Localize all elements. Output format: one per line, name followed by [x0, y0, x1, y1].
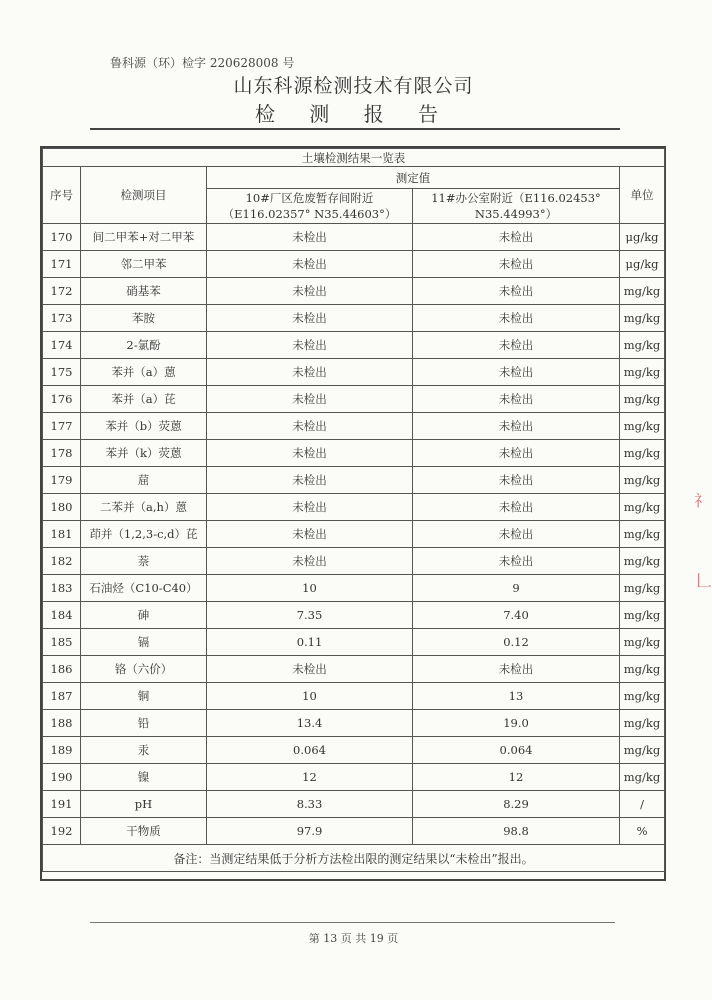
row-value-site-1: 未检出	[207, 521, 413, 548]
row-number: 189	[43, 737, 81, 764]
row-value-site-2: 98.8	[413, 818, 620, 845]
row-item: 铬（六价）	[81, 656, 207, 683]
row-number: 186	[43, 656, 81, 683]
row-unit: μg/kg	[620, 251, 665, 278]
table-row	[43, 467, 665, 494]
table-row	[43, 521, 665, 548]
seal-edge-mark-top: 礻	[694, 491, 711, 510]
row-number: 174	[43, 332, 81, 359]
row-item: 砷	[81, 602, 207, 629]
row-value-site-1: 13.4	[207, 710, 413, 737]
row-item: 二苯并（a,h）蒽	[81, 494, 207, 521]
row-item: 茚并（1,2,3-c,d）芘	[81, 521, 207, 548]
results-table	[42, 148, 665, 872]
table-row	[43, 602, 665, 629]
row-value-site-1: 未检出	[207, 305, 413, 332]
row-value-site-1: 未检出	[207, 467, 413, 494]
row-number: 180	[43, 494, 81, 521]
table-row	[43, 440, 665, 467]
row-item: 邻二甲苯	[81, 251, 207, 278]
row-unit: mg/kg	[620, 602, 665, 629]
row-value-site-2: 12	[413, 764, 620, 791]
row-item: 2-氯酚	[81, 332, 207, 359]
row-number: 175	[43, 359, 81, 386]
table-note: 备注：当测定结果低于分析方法检出限的测定结果以“未检出”报出。	[43, 845, 665, 872]
header-seq: 序号	[43, 167, 81, 224]
row-unit: mg/kg	[620, 467, 665, 494]
table-row	[43, 494, 665, 521]
row-value-site-2: 7.40	[413, 602, 620, 629]
row-value-site-1: 未检出	[207, 386, 413, 413]
row-number: 183	[43, 575, 81, 602]
row-number: 184	[43, 602, 81, 629]
row-item: 䓛	[81, 467, 207, 494]
row-unit: mg/kg	[620, 332, 665, 359]
row-unit: mg/kg	[620, 629, 665, 656]
table-row	[43, 818, 665, 845]
row-item: 铅	[81, 710, 207, 737]
table-row	[43, 629, 665, 656]
table-row	[43, 710, 665, 737]
row-unit: mg/kg	[620, 494, 665, 521]
table-row	[43, 764, 665, 791]
row-number: 179	[43, 467, 81, 494]
row-value-site-2: 0.064	[413, 737, 620, 764]
row-value-site-2: 未检出	[413, 305, 620, 332]
row-item: 苯并（a）蒽	[81, 359, 207, 386]
row-value-site-1: 未检出	[207, 656, 413, 683]
row-value-site-1: 10	[207, 575, 413, 602]
row-value-site-1: 8.33	[207, 791, 413, 818]
row-number: 176	[43, 386, 81, 413]
table-row	[43, 413, 665, 440]
table-row	[43, 683, 665, 710]
row-number: 178	[43, 440, 81, 467]
row-value-site-2: 未检出	[413, 251, 620, 278]
header-rule	[90, 128, 620, 130]
row-value-site-2: 未检出	[413, 386, 620, 413]
table-row	[43, 386, 665, 413]
row-item: 苯并（a）芘	[81, 386, 207, 413]
header-item: 检测项目	[81, 167, 207, 224]
row-value-site-1: 未检出	[207, 278, 413, 305]
row-unit: μg/kg	[620, 224, 665, 251]
header-site-1: 10#厂区危废暂存间附近（E116.02357° N35.44603°）	[207, 189, 413, 224]
table-row	[43, 548, 665, 575]
row-value-site-1: 未检出	[207, 251, 413, 278]
table-row	[43, 305, 665, 332]
row-value-site-2: 13	[413, 683, 620, 710]
row-item: 汞	[81, 737, 207, 764]
row-unit: %	[620, 818, 665, 845]
row-item: 萘	[81, 548, 207, 575]
row-item: 间二甲苯+对二甲苯	[81, 224, 207, 251]
row-unit: mg/kg	[620, 278, 665, 305]
row-number: 187	[43, 683, 81, 710]
row-number: 181	[43, 521, 81, 548]
row-value-site-2: 未检出	[413, 332, 620, 359]
table-row	[43, 737, 665, 764]
row-number: 177	[43, 413, 81, 440]
row-unit: mg/kg	[620, 764, 665, 791]
row-value-site-2: 9	[413, 575, 620, 602]
row-unit: mg/kg	[620, 305, 665, 332]
row-number: 188	[43, 710, 81, 737]
row-item: 苯并（b）荧蒽	[81, 413, 207, 440]
row-value-site-2: 未检出	[413, 413, 620, 440]
row-value-site-2: 0.12	[413, 629, 620, 656]
row-value-site-2: 未检出	[413, 494, 620, 521]
row-value-site-1: 未检出	[207, 494, 413, 521]
row-number: 172	[43, 278, 81, 305]
row-item: 镍	[81, 764, 207, 791]
page-number: 第 13 页 共 19 页	[308, 932, 399, 945]
row-item: 镉	[81, 629, 207, 656]
row-value-site-2: 未检出	[413, 224, 620, 251]
table-row	[43, 332, 665, 359]
row-unit: mg/kg	[620, 413, 665, 440]
row-value-site-2: 19.0	[413, 710, 620, 737]
header-unit: 单位	[620, 167, 665, 224]
row-item: 干物质	[81, 818, 207, 845]
report-title: 检 测 报 告	[254, 102, 453, 126]
row-value-site-1: 未检出	[207, 548, 413, 575]
footer-rule	[90, 922, 615, 923]
row-value-site-2: 未检出	[413, 278, 620, 305]
row-unit: /	[620, 791, 665, 818]
row-value-site-1: 0.11	[207, 629, 413, 656]
row-unit: mg/kg	[620, 359, 665, 386]
row-item: 铜	[81, 683, 207, 710]
table-row	[43, 224, 665, 251]
row-value-site-1: 7.35	[207, 602, 413, 629]
row-number: 182	[43, 548, 81, 575]
row-value-site-1: 未检出	[207, 224, 413, 251]
row-item: 苯胺	[81, 305, 207, 332]
table-row	[43, 251, 665, 278]
row-value-site-1: 10	[207, 683, 413, 710]
table-row	[43, 359, 665, 386]
row-unit: mg/kg	[620, 737, 665, 764]
row-value-site-2: 未检出	[413, 521, 620, 548]
row-unit: mg/kg	[620, 521, 665, 548]
row-value-site-2: 未检出	[413, 359, 620, 386]
row-number: 171	[43, 251, 81, 278]
row-value-site-2: 未检出	[413, 548, 620, 575]
row-value-site-1: 未检出	[207, 359, 413, 386]
header-measured: 测定值	[207, 167, 620, 189]
seal-edge-mark-bottom: 𠃊	[696, 571, 712, 590]
row-unit: mg/kg	[620, 656, 665, 683]
row-value-site-1: 未检出	[207, 413, 413, 440]
company-name: 山东科源检测技术有限公司	[233, 75, 474, 97]
row-item: 硝基苯	[81, 278, 207, 305]
row-number: 173	[43, 305, 81, 332]
table-row	[43, 656, 665, 683]
row-number: 190	[43, 764, 81, 791]
header-site-2: 11#办公室附近（E116.02453° N35.44993°）	[413, 189, 620, 224]
row-number: 185	[43, 629, 81, 656]
row-unit: mg/kg	[620, 710, 665, 737]
table-title: 土壤检测结果一览表	[43, 149, 665, 167]
row-number: 191	[43, 791, 81, 818]
row-value-site-1: 97.9	[207, 818, 413, 845]
row-item: 石油烃（C10-C40）	[81, 575, 207, 602]
table-row	[43, 575, 665, 602]
row-value-site-2: 未检出	[413, 467, 620, 494]
row-unit: mg/kg	[620, 548, 665, 575]
document-number: 鲁科源（环）检字 220628008 号	[110, 56, 295, 70]
row-value-site-1: 未检出	[207, 332, 413, 359]
row-item: pH	[81, 791, 207, 818]
row-unit: mg/kg	[620, 386, 665, 413]
row-value-site-1: 0.064	[207, 737, 413, 764]
row-number: 170	[43, 224, 81, 251]
row-value-site-2: 未检出	[413, 440, 620, 467]
row-number: 192	[43, 818, 81, 845]
row-unit: mg/kg	[620, 440, 665, 467]
table-row	[43, 791, 665, 818]
row-value-site-1: 未检出	[207, 440, 413, 467]
row-value-site-2: 8.29	[413, 791, 620, 818]
row-unit: mg/kg	[620, 683, 665, 710]
row-value-site-2: 未检出	[413, 656, 620, 683]
table-row	[43, 278, 665, 305]
row-item: 苯并（k）荧蒽	[81, 440, 207, 467]
row-value-site-1: 12	[207, 764, 413, 791]
row-unit: mg/kg	[620, 575, 665, 602]
